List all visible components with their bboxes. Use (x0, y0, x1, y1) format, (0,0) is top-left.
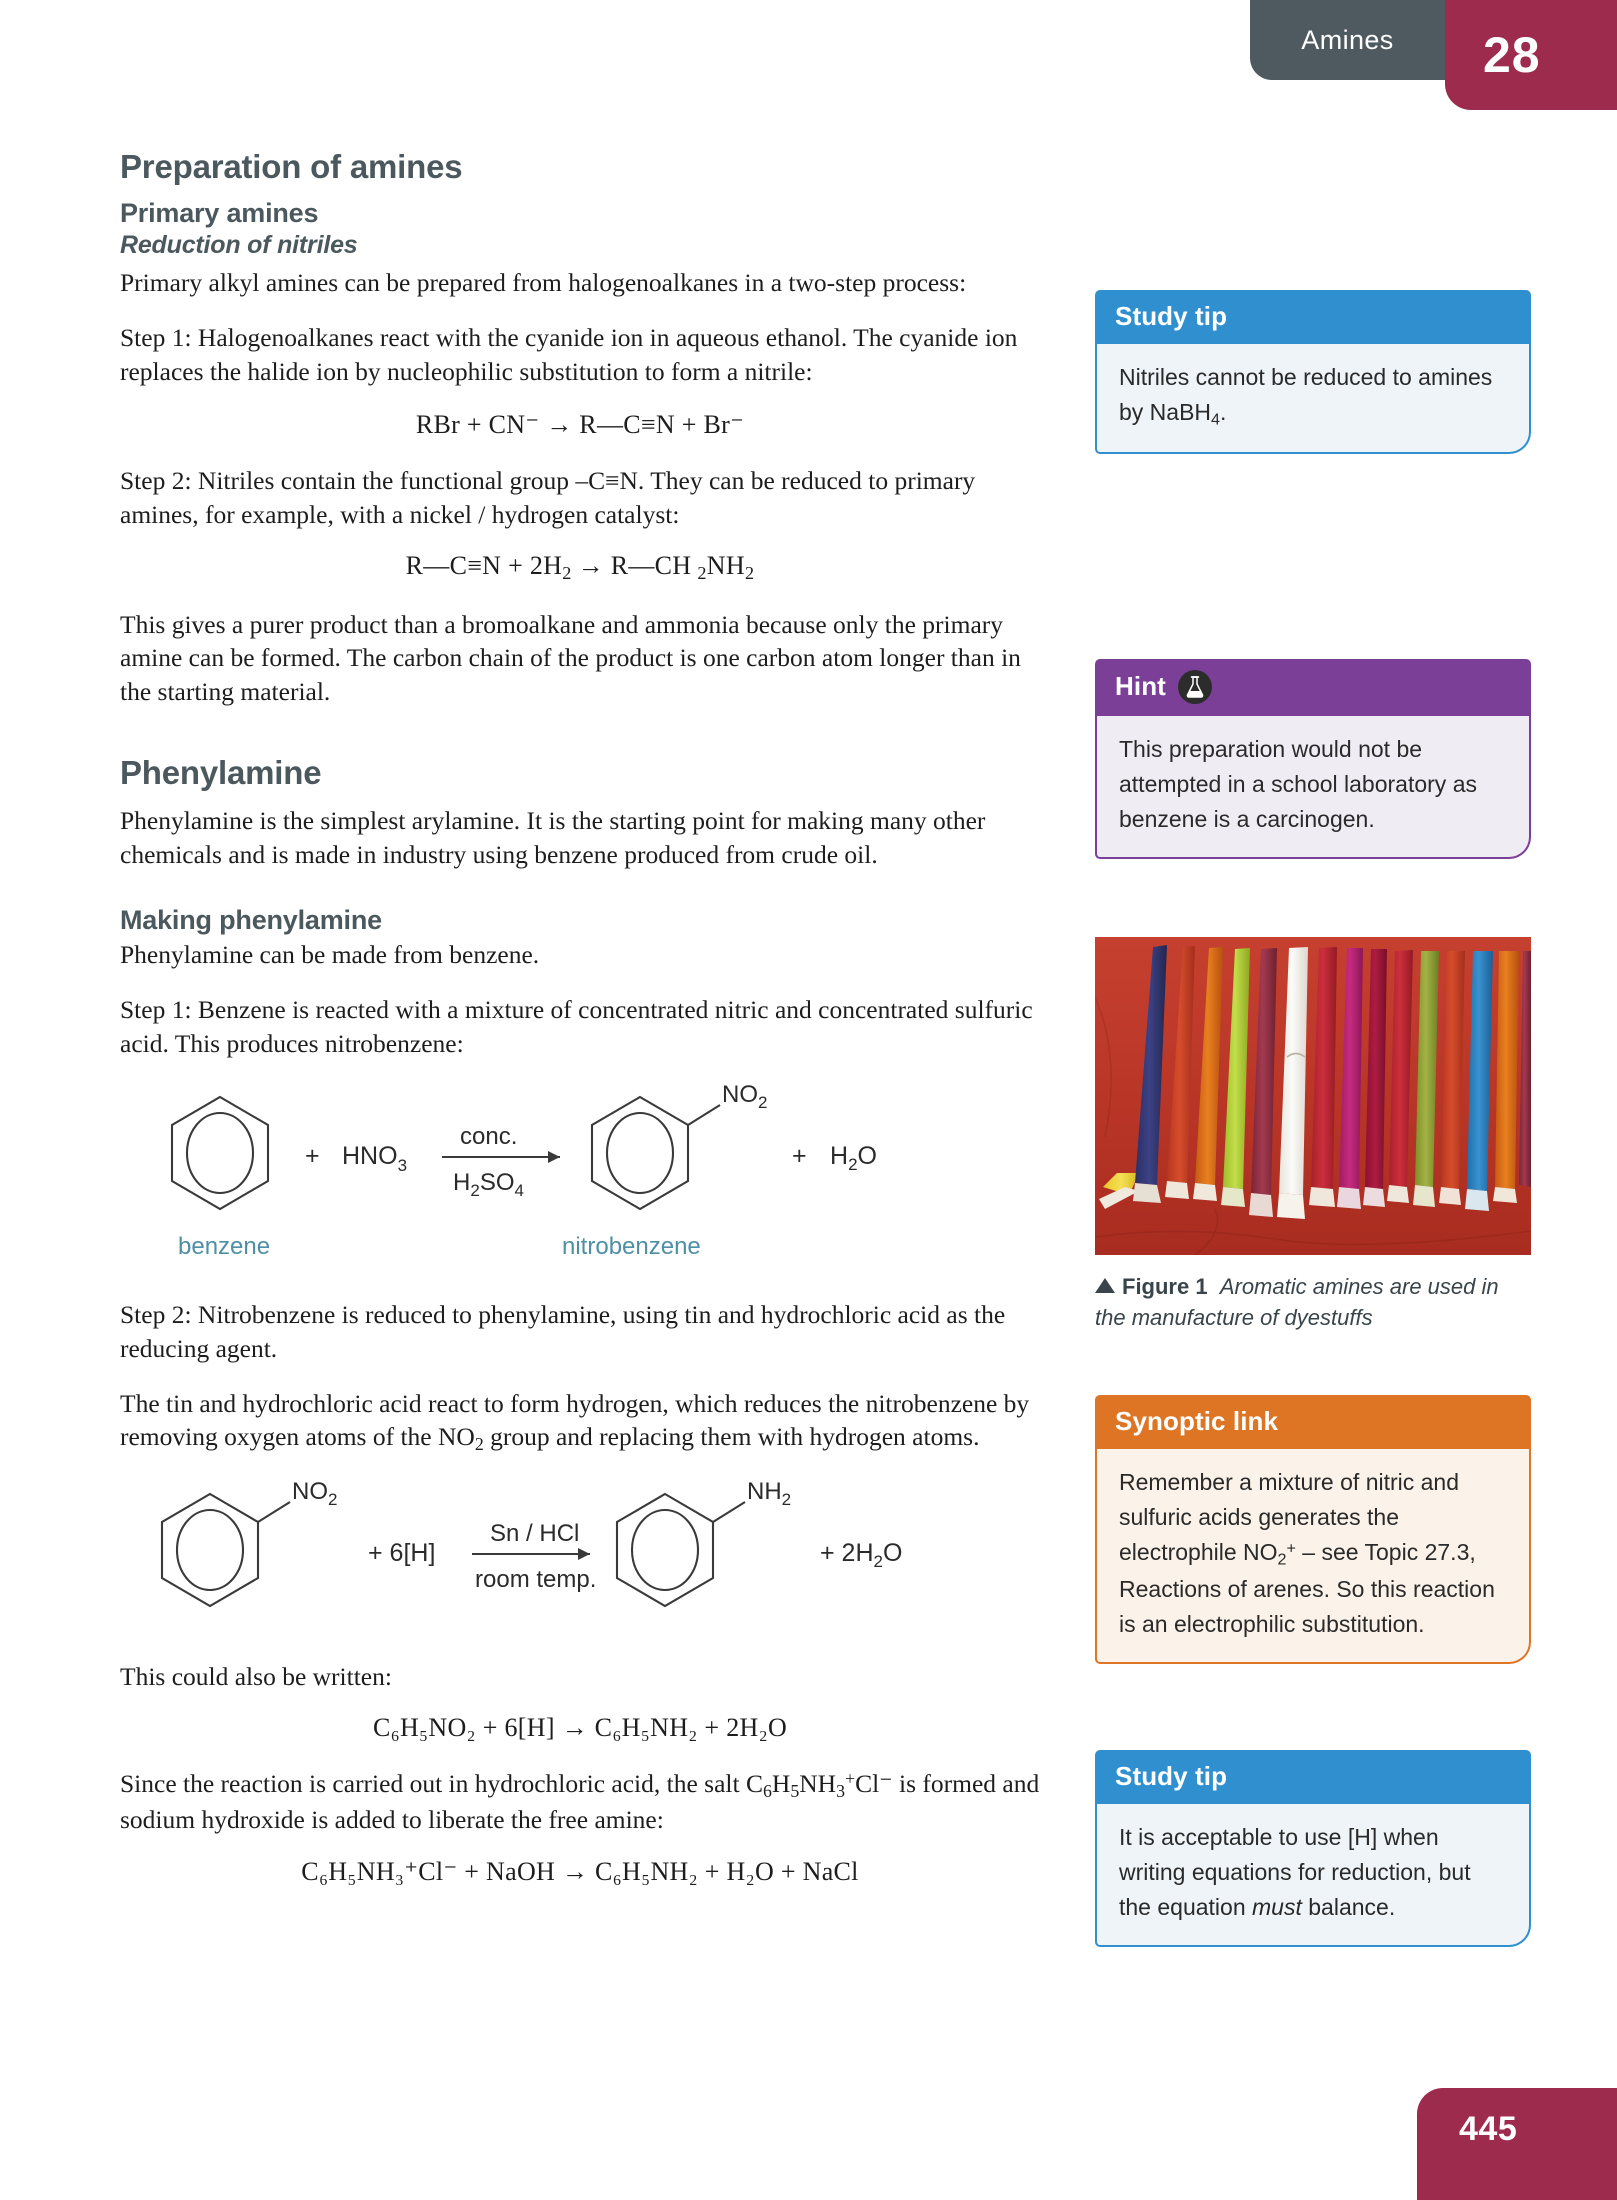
figure-1-photo (1095, 937, 1531, 1255)
study-tip-box-2 (1095, 1750, 1531, 1947)
equation-2-part-a: R—C≡N + 2H (405, 550, 563, 580)
svg-text:H2O: $H_2O$ (830, 1142, 877, 1175)
equation-2-sub-3: 2 (744, 563, 755, 584)
subsection-primary-amines: Primary amines (120, 198, 319, 228)
study-tip-box-1 (1095, 290, 1531, 454)
synoptic-sub: 2 (1277, 1550, 1287, 1569)
paragraph-could-also-be-written: This could also be written: (120, 1661, 392, 1691)
page-number-label: 445 (1459, 2110, 1518, 2148)
svg-text:+: + (305, 1142, 320, 1171)
caption-triangle-icon (1095, 1278, 1115, 1293)
paragraph-phenylamine-intro: Phenylamine is the simplest arylamine. It is the starting point for making many other chemicals and is made in industry using benzene produced from crude oil. (120, 806, 986, 869)
figure-1-caption-label: Figure 1 (1122, 1273, 1208, 1299)
paragraph-salt-sub3: 3 (836, 1781, 845, 1802)
svg-text:+ 2H2O: + $2H_2O$ (820, 1538, 903, 1571)
equation-2-sub-2: 2 (697, 563, 707, 584)
svg-text:NO2: $NO_2$ (722, 1081, 768, 1113)
scheme1-label-benzene: benzene (178, 1233, 271, 1261)
synoptic-sup: + (1286, 1539, 1296, 1558)
paragraph-step2: Step 2: Nitriles contain the functional group –C≡N. They can be reduced to primary amines, for example, with a nickel / hydrogen catalyst: (120, 466, 976, 529)
study-tip-2-body (1095, 1804, 1531, 1947)
paragraph-salt-d: Cl⁻ is formed and sodium hydroxide is added to liberate the free amine: (120, 1769, 1040, 1835)
hint-box (1095, 659, 1531, 859)
page-title: Preparation of amines (120, 148, 463, 185)
svg-text:Sn / HCl: Sn / HCl (490, 1519, 580, 1547)
paragraph-salt-a: Since the reaction is carried out in hydrochloric acid, the salt C (120, 1769, 763, 1799)
figure-1 (1095, 937, 1531, 1333)
paragraph-step1: Step 1: Halogenoalkanes react with the cyanide ion in aqueous ethanol. The cyanide ion replaces the halide ion by nucleophilic substitution to form a nitrile: (120, 323, 1018, 386)
equation-3: C₆H₅NO₂ + 6[H] → C₆H₅NH₂ + 2H₂O (372, 1713, 788, 1743)
subsection-making-phenylamine: Making phenylamine (120, 905, 382, 935)
paragraph-nitration-step1: Step 1: Benzene is reacted with a mixture of concentrated nitric and concentrated sulfuric acid. This produces nitrobenzene: (120, 995, 1033, 1058)
equation-2-sub-1: 2 (562, 563, 572, 584)
hint-text: This preparation would not be attempted in a school laboratory as benzene is a carcinogen. (1119, 735, 1477, 832)
svg-text:H2SO4: $H_2SO_4$ (453, 1169, 524, 1201)
hint-title: Hint (1115, 671, 1166, 702)
reaction-scheme-nitration (120, 1072, 1040, 1272)
reaction-scheme-reduction (120, 1469, 1040, 1634)
side-column (1095, 290, 1531, 1947)
paragraph-made-from-benzene: Phenylamine can be made from benzene. (120, 940, 540, 969)
equation-2 (120, 551, 1040, 584)
study-tip-1-body (1095, 344, 1531, 454)
svg-text:NO2: $NO_2$ (292, 1477, 338, 1509)
synoptic-link-title: Synoptic link (1115, 1406, 1279, 1437)
study-tip-1-sub: 4 (1211, 410, 1220, 429)
paragraph-salt-b: H (771, 1769, 791, 1799)
study-tip-1-text-a: Nitriles cannot be reduced to amines by NaBH (1119, 364, 1493, 425)
paragraph-tin-hcl (120, 1387, 1040, 1457)
svg-text:NH2: $NH_2$ (747, 1477, 792, 1509)
synoptic-link-header (1095, 1395, 1531, 1449)
paragraph-tin-hcl-a: The tin and hydrochloric acid react to form hydrogen, which reduces the nitrobenzene by removing oxygen atoms of the NO (120, 1388, 1030, 1452)
paragraph-tin-hcl-b: group and replacing them with hydrogen atoms. (483, 1422, 980, 1452)
hint-body (1095, 716, 1531, 859)
study-tip-2-header (1095, 1750, 1531, 1804)
chapter-tab-label: Amines (1301, 24, 1394, 55)
equation-2-part-c: NH (706, 550, 745, 580)
subsection-reduction-of-nitriles: Reduction of nitriles (120, 231, 358, 259)
chapter-number-badge (1445, 0, 1617, 110)
paragraph-salt-sup: + (845, 1768, 856, 1789)
paragraph-salt-sub2: 5 (790, 1781, 800, 1802)
study-tip-2-text-b: balance. (1301, 1893, 1396, 1920)
section-phenylamine-title: Phenylamine (120, 754, 322, 792)
study-tip-2-text-a: It is acceptable to use [H] when writing equations for reduction, but the equation (1119, 1824, 1471, 1920)
paragraph-purer-product: This gives a purer product than a bromoalkane and ammonia because only the primary amine can be formed. The carbon chain of the product is one carbon atom longer than in the starting material. (120, 610, 1021, 706)
study-tip-2-emphasis: must (1252, 1893, 1302, 1920)
chapter-tab (1250, 0, 1445, 80)
paragraph-salt-c: NH (799, 1769, 837, 1799)
study-tip-1-title: Study tip (1115, 301, 1228, 331)
scheme1-label-nitrobenzene: nitrobenzene (562, 1233, 701, 1261)
svg-text:room temp.: room temp. (475, 1565, 597, 1593)
paragraph-tin-hcl-sub: 2 (474, 1434, 484, 1455)
paragraph-1: Primary alkyl amines can be prepared from halogenoalkanes in a two-step process: (120, 268, 967, 297)
svg-text:+: + (792, 1142, 807, 1171)
synoptic-link-box (1095, 1395, 1531, 1664)
svg-text:HNO3: $HNO_3$ (342, 1142, 408, 1176)
study-tip-1-header (1095, 290, 1531, 344)
paragraph-salt-sub1: 6 (762, 1781, 772, 1802)
study-tip-1-text-b: . (1220, 398, 1227, 425)
main-content-column (120, 148, 1040, 1911)
flask-icon (1178, 670, 1212, 704)
equation-4: C₆H₅NH₃⁺Cl⁻ + NaOH → C₆H₅NH₂ + H₂O + NaCl (301, 1856, 859, 1886)
study-tip-2-title: Study tip (1115, 1761, 1228, 1791)
paragraph-reduction-step2: Step 2: Nitrobenzene is reduced to phenylamine, using tin and hydrochloric acid as the reducing agent. (120, 1300, 1006, 1363)
svg-text:conc.: conc. (460, 1123, 518, 1151)
equation-2-part-b: → R—CH (577, 550, 692, 580)
chapter-number-label: 28 (1483, 27, 1541, 83)
figure-1-caption-text: Aromatic amines are used in the manufacture of dyestuffs (1095, 1273, 1499, 1330)
synoptic-link-body (1095, 1449, 1531, 1664)
page-header (0, 0, 1617, 110)
hint-header (1095, 659, 1531, 716)
svg-text:+ 6[H]: + 6[H] (368, 1538, 436, 1567)
synoptic-text-b: – see Topic 27.3, Reactions of arenes. So this reaction is an electrophilic substitution. (1119, 1539, 1495, 1638)
paragraph-salt-liberate (120, 1767, 1040, 1837)
figure-1-caption (1095, 1271, 1531, 1333)
equation-1: RBr + CN⁻ → R—C≡N + Br⁻ (415, 410, 745, 440)
page-number-badge (1417, 2088, 1617, 2200)
synoptic-text-a: Remember a mixture of nitric and sulfuric acids generates the electrophile NO (1119, 1469, 1460, 1566)
